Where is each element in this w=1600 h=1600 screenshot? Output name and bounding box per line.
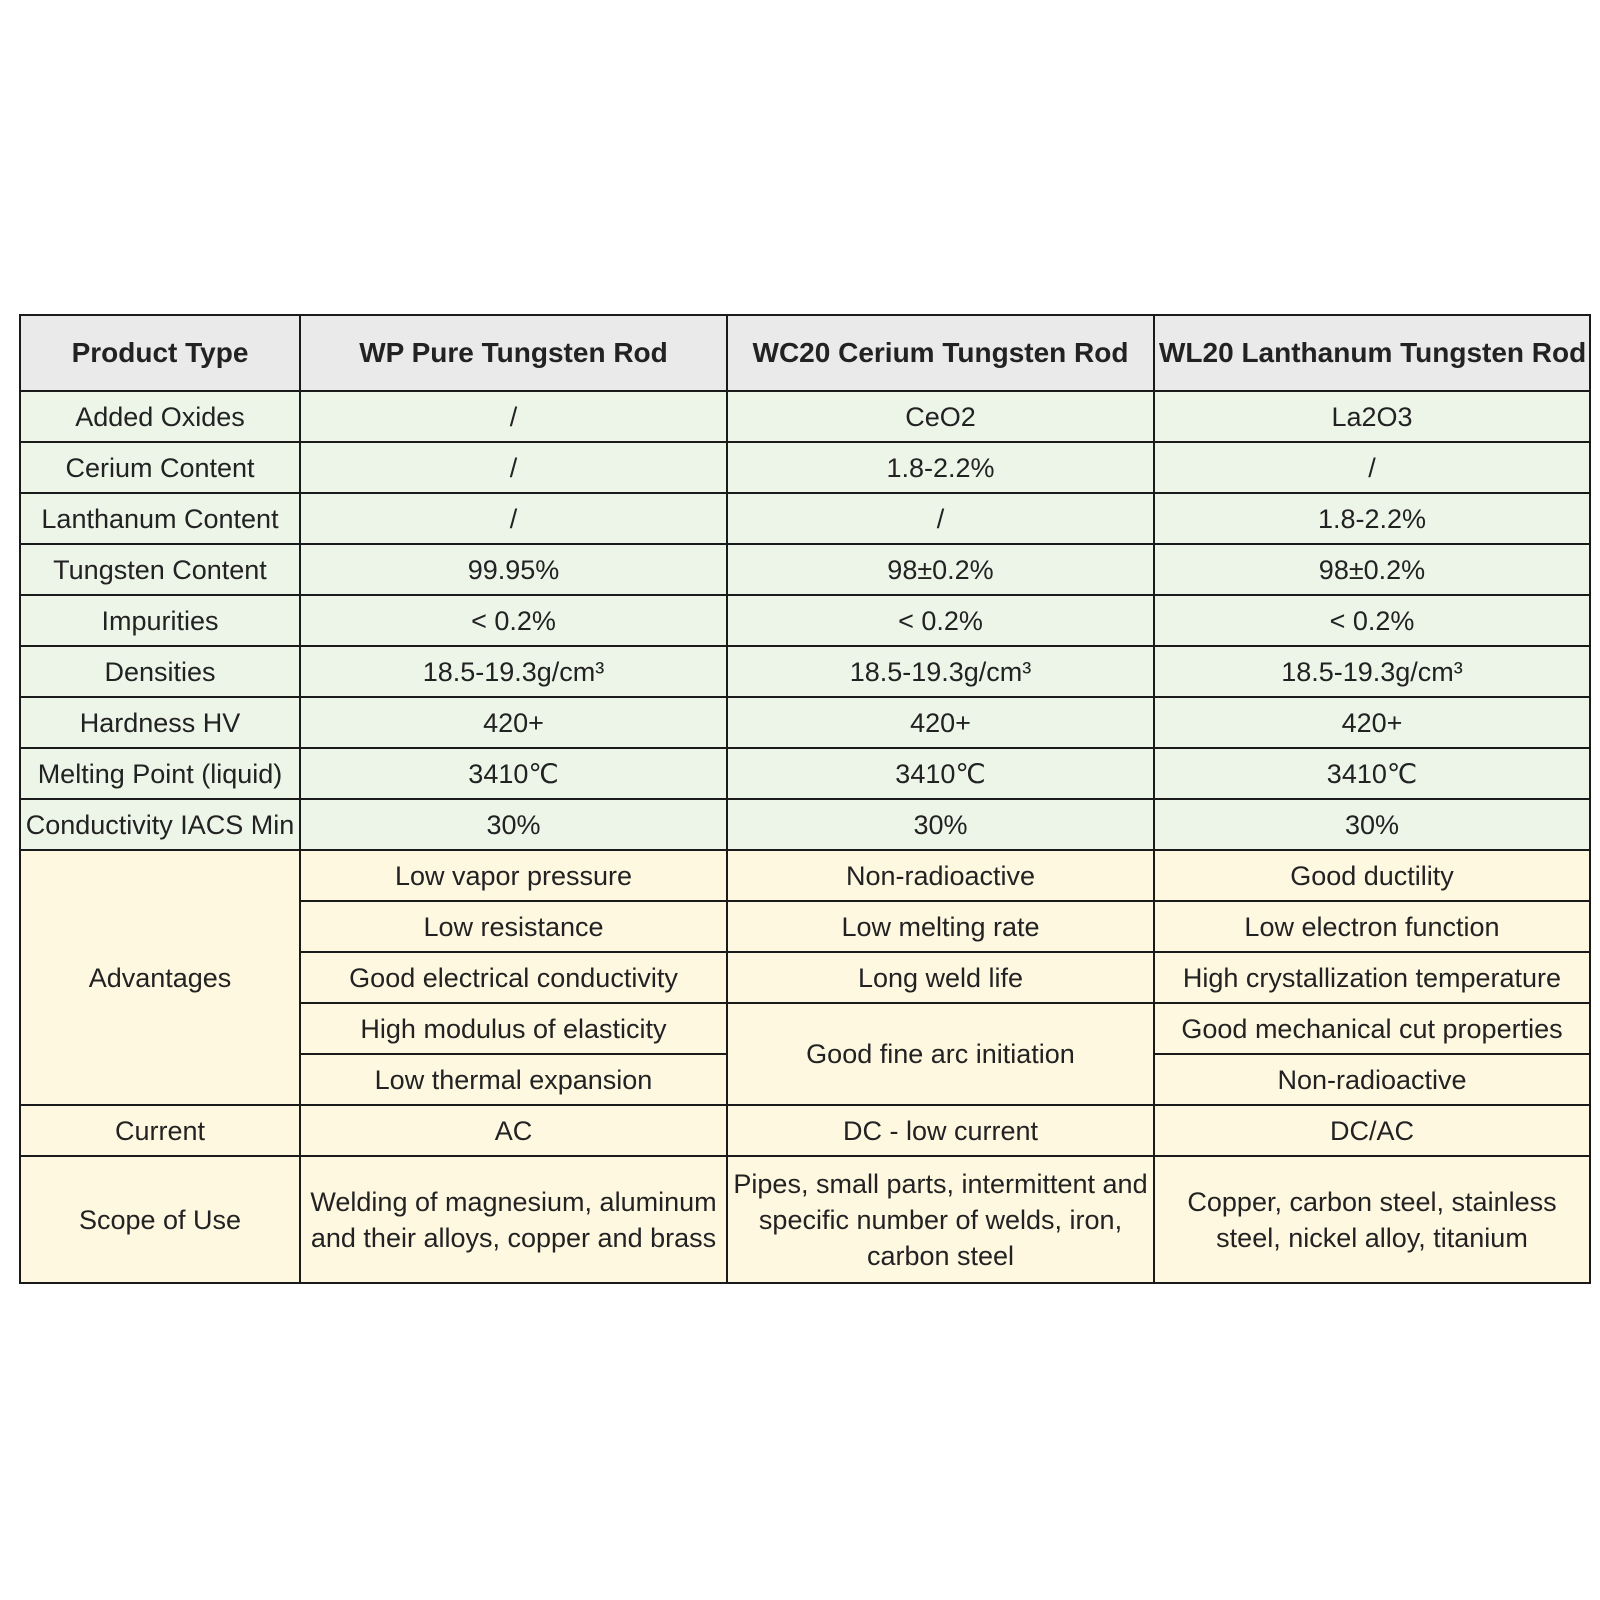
cell-wp: / — [300, 391, 727, 442]
cell-wp: 18.5-19.3g/cm³ — [300, 646, 727, 697]
cell-wl20: 98±0.2% — [1154, 544, 1590, 595]
cell-wl20: Copper, carbon steel, stainless steel, nickel alloy, titanium — [1154, 1156, 1590, 1283]
cell-wc20: 98±0.2% — [727, 544, 1154, 595]
cell-wc20: Pipes, small parts, intermittent and specific number of welds, iron, carbon steel — [727, 1156, 1154, 1283]
cell-wc20: Long weld life — [727, 952, 1154, 1003]
cell-wl20: La2O3 — [1154, 391, 1590, 442]
row-label: Tungsten Content — [20, 544, 300, 595]
cell-wl20: Low electron function — [1154, 901, 1590, 952]
cell-wl20: Good mechanical cut properties — [1154, 1003, 1590, 1054]
cell-wc20: 3410℃ — [727, 748, 1154, 799]
row-advantages-1 — [20, 850, 1590, 901]
tungsten-rod-spec-table — [19, 314, 1591, 1284]
cell-wp: 420+ — [300, 697, 727, 748]
row-label: Lanthanum Content — [20, 493, 300, 544]
row-melting-point — [20, 748, 1590, 799]
cell-wc20: Non-radioactive — [727, 850, 1154, 901]
row-label: Cerium Content — [20, 442, 300, 493]
cell-wl20: Good ductility — [1154, 850, 1590, 901]
cell-wc20: 18.5-19.3g/cm³ — [727, 646, 1154, 697]
cell-wl20: / — [1154, 442, 1590, 493]
cell-wc20: 30% — [727, 799, 1154, 850]
cell-wc20: 1.8-2.2% — [727, 442, 1154, 493]
row-cerium-content — [20, 442, 1590, 493]
header-cell-wl20: WL20 Lanthanum Tungsten Rod — [1154, 315, 1590, 391]
cell-wl20: Non-radioactive — [1154, 1054, 1590, 1105]
row-label: Conductivity IACS Min — [20, 799, 300, 850]
cell-wp: AC — [300, 1105, 727, 1156]
row-lanthanum-content — [20, 493, 1590, 544]
cell-wp: High modulus of elasticity — [300, 1003, 727, 1054]
cell-wc20: CeO2 — [727, 391, 1154, 442]
row-label: Added Oxides — [20, 391, 300, 442]
cell-wc20: DC - low current — [727, 1105, 1154, 1156]
row-label: Impurities — [20, 595, 300, 646]
row-label: Densities — [20, 646, 300, 697]
cell-wp: 3410℃ — [300, 748, 727, 799]
cell-wc20: < 0.2% — [727, 595, 1154, 646]
cell-wp: Welding of magnesium, aluminum and their alloys, copper and brass — [300, 1156, 727, 1283]
cell-wl20: 420+ — [1154, 697, 1590, 748]
cell-wp: / — [300, 442, 727, 493]
header-cell-wp: WP Pure Tungsten Rod — [300, 315, 727, 391]
cell-wl20: High crystallization temperature — [1154, 952, 1590, 1003]
row-current — [20, 1105, 1590, 1156]
cell-wc20: / — [727, 493, 1154, 544]
row-tungsten-content — [20, 544, 1590, 595]
cell-wc20: Low melting rate — [727, 901, 1154, 952]
cell-wl20: 18.5-19.3g/cm³ — [1154, 646, 1590, 697]
cell-wp: Low resistance — [300, 901, 727, 952]
cell-wl20: 3410℃ — [1154, 748, 1590, 799]
cell-wc20: 420+ — [727, 697, 1154, 748]
cell-wl20: DC/AC — [1154, 1105, 1590, 1156]
header-cell-product-type: Product Type — [20, 315, 300, 391]
cell-wp: / — [300, 493, 727, 544]
cell-wp: Low thermal expansion — [300, 1054, 727, 1105]
row-label-advantages: Advantages — [20, 850, 300, 1105]
row-impurities — [20, 595, 1590, 646]
cell-wl20: 1.8-2.2% — [1154, 493, 1590, 544]
header-cell-wc20: WC20 Cerium Tungsten Rod — [727, 315, 1154, 391]
cell-wl20: < 0.2% — [1154, 595, 1590, 646]
cell-wp: Good electrical conductivity — [300, 952, 727, 1003]
row-scope-of-use — [20, 1156, 1590, 1283]
row-label: Melting Point (liquid) — [20, 748, 300, 799]
row-conductivity — [20, 799, 1590, 850]
row-added-oxides — [20, 391, 1590, 442]
cell-wp: 30% — [300, 799, 727, 850]
row-hardness — [20, 697, 1590, 748]
cell-wp: 99.95% — [300, 544, 727, 595]
row-label: Current — [20, 1105, 300, 1156]
row-label: Hardness HV — [20, 697, 300, 748]
header-row — [20, 315, 1590, 391]
row-densities — [20, 646, 1590, 697]
cell-wl20: 30% — [1154, 799, 1590, 850]
row-label: Scope of Use — [20, 1156, 300, 1283]
cell-wp: < 0.2% — [300, 595, 727, 646]
cell-wp: Low vapor pressure — [300, 850, 727, 901]
cell-wc20: Good fine arc initiation — [727, 1003, 1154, 1105]
